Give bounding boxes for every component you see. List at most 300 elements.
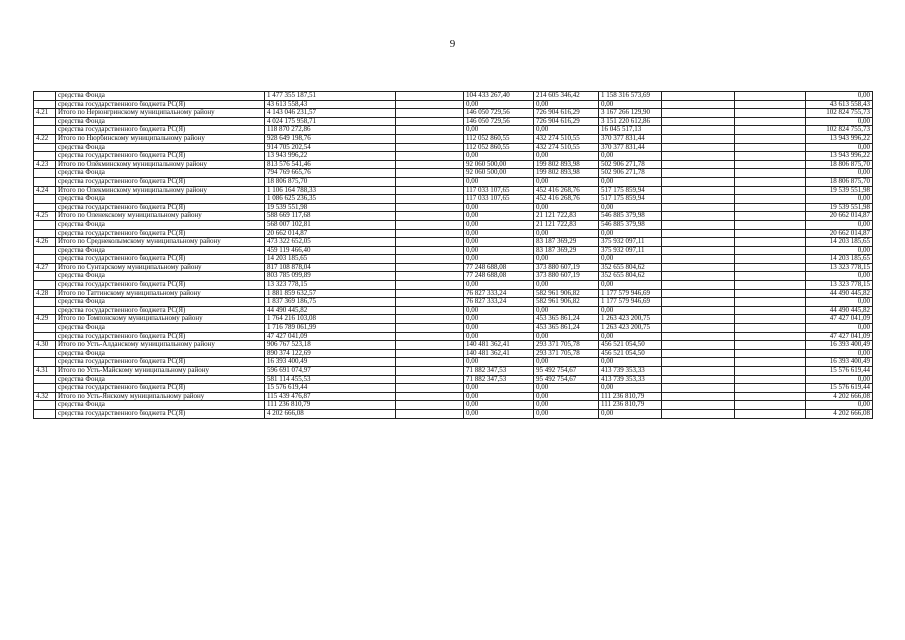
cell-v3: 0,00	[464, 332, 534, 341]
cell-name: средства государственного бюджета РС(Я)	[56, 358, 265, 367]
cell-v8: 43 613 558,43	[806, 100, 873, 109]
cell-v8: 15 576 619,44	[806, 367, 873, 376]
cell-v3: 0,00	[464, 315, 534, 324]
cell-v5: 413 739 353,33	[599, 367, 662, 376]
cell-v7	[735, 92, 806, 101]
cell-v1: 44 490 445,82	[265, 306, 396, 315]
table-row	[34, 203, 873, 212]
table-row	[34, 177, 873, 186]
table-row-total	[34, 263, 873, 272]
cell-v2	[396, 229, 464, 238]
cell-v6	[662, 212, 735, 221]
cell-v4: 726 904 616,29	[534, 109, 599, 118]
cell-v8: 44 490 445,82	[806, 289, 873, 298]
cell-name: Итого по Олёкминскому муниципальному району	[56, 160, 265, 169]
cell-v4: 0,00	[534, 332, 599, 341]
cell-v3: 77 248 688,08	[464, 263, 534, 272]
cell-v8: 0,00	[806, 92, 873, 101]
cell-no: 4.21	[34, 109, 56, 118]
cell-no	[34, 100, 56, 109]
cell-v2	[396, 281, 464, 290]
cell-v2	[396, 272, 464, 281]
cell-v7	[735, 401, 806, 410]
cell-v1: 568 007 102,81	[265, 220, 396, 229]
cell-v8: 0,00	[806, 298, 873, 307]
table-row	[34, 358, 873, 367]
cell-v5: 0,00	[599, 203, 662, 212]
table-row	[34, 100, 873, 109]
cell-v2	[396, 392, 464, 401]
cell-name: Итого по Томпонскому муниципальному району	[56, 315, 265, 324]
cell-v4: 432 274 510,55	[534, 143, 599, 152]
cell-v5: 502 906 271,78	[599, 169, 662, 178]
cell-v3: 76 827 333,24	[464, 298, 534, 307]
cell-v6	[662, 315, 735, 324]
page-number: 9	[449, 38, 456, 50]
cell-v5: 0,00	[599, 358, 662, 367]
cell-v2	[396, 246, 464, 255]
cell-v4: 0,00	[534, 126, 599, 135]
cell-v6	[662, 375, 735, 384]
table-row	[34, 272, 873, 281]
cell-name: средства Фонда	[56, 220, 265, 229]
cell-v2	[396, 298, 464, 307]
cell-v1: 47 427 041,09	[265, 332, 396, 341]
cell-v6	[662, 134, 735, 143]
cell-v5: 456 521 054,50	[599, 349, 662, 358]
cell-v3: 112 052 860,55	[464, 143, 534, 152]
cell-v5: 502 906 271,78	[599, 160, 662, 169]
cell-v8: 18 806 875,70	[806, 177, 873, 186]
cell-v5: 1 263 423 200,75	[599, 315, 662, 324]
cell-v7	[735, 229, 806, 238]
cell-v2	[396, 186, 464, 195]
cell-v3: 117 033 107,65	[464, 186, 534, 195]
cell-v7	[735, 169, 806, 178]
cell-name: Итого по Усть-Янскому муниципальному району	[56, 392, 265, 401]
cell-v5: 375 932 097,11	[599, 246, 662, 255]
cell-name: средства Фонда	[56, 401, 265, 410]
cell-v1: 803 785 099,89	[265, 272, 396, 281]
cell-v7	[735, 177, 806, 186]
cell-v8: 13 943 996,22	[806, 134, 873, 143]
cell-v3: 112 052 860,55	[464, 134, 534, 143]
cell-v4: 293 371 705,78	[534, 349, 599, 358]
cell-v2	[396, 203, 464, 212]
table-row	[34, 384, 873, 393]
cell-v8: 0,00	[806, 246, 873, 255]
cell-v4: 214 605 346,42	[534, 92, 599, 101]
cell-no	[34, 281, 56, 290]
cell-v5: 517 175 859,94	[599, 195, 662, 204]
cell-v5: 546 885 379,98	[599, 220, 662, 229]
cell-v6	[662, 289, 735, 298]
cell-v1: 19 539 551,98	[265, 203, 396, 212]
cell-v6	[662, 263, 735, 272]
cell-v1: 473 322 652,05	[265, 238, 396, 247]
cell-v5: 1 263 423 200,75	[599, 324, 662, 333]
cell-v8: 0,00	[806, 401, 873, 410]
table-row	[34, 298, 873, 307]
cell-v4: 373 880 607,19	[534, 263, 599, 272]
cell-name: средства государственного бюджета РС(Я)	[56, 384, 265, 393]
cell-name: Итого по Нюрбинскому муниципальному району	[56, 134, 265, 143]
cell-v6	[662, 169, 735, 178]
cell-v1: 1 086 625 236,35	[265, 195, 396, 204]
cell-name: средства Фонда	[56, 117, 265, 126]
cell-v5: 0,00	[599, 409, 662, 418]
cell-v5: 370 377 831,44	[599, 134, 662, 143]
table-row-total	[34, 289, 873, 298]
cell-v1: 817 108 878,04	[265, 263, 396, 272]
cell-no: 4.25	[34, 212, 56, 221]
cell-v7	[735, 263, 806, 272]
cell-name: средства государственного бюджета РС(Я)	[56, 332, 265, 341]
cell-v6	[662, 92, 735, 101]
cell-v8: 16 393 400,49	[806, 341, 873, 350]
cell-name: средства Фонда	[56, 324, 265, 333]
cell-no: 4.27	[34, 263, 56, 272]
cell-v8: 20 662 014,87	[806, 229, 873, 238]
table-row-total	[34, 212, 873, 221]
cell-v2	[396, 177, 464, 186]
cell-no	[34, 324, 56, 333]
cell-no	[34, 143, 56, 152]
cell-v2	[396, 109, 464, 118]
cell-name: средства государственного бюджета РС(Я)	[56, 100, 265, 109]
cell-v4: 0,00	[534, 358, 599, 367]
cell-name: средства государственного бюджета РС(Я)	[56, 306, 265, 315]
cell-v5: 16 045 517,13	[599, 126, 662, 135]
table-row-total	[34, 315, 873, 324]
cell-name: средства Фонда	[56, 272, 265, 281]
cell-v4: 0,00	[534, 229, 599, 238]
cell-v4: 453 365 861,24	[534, 315, 599, 324]
cell-name: средства Фонда	[56, 92, 265, 101]
cell-v3: 92 060 500,00	[464, 169, 534, 178]
cell-v7	[735, 298, 806, 307]
cell-v6	[662, 246, 735, 255]
cell-v6	[662, 392, 735, 401]
cell-v3: 0,00	[464, 229, 534, 238]
cell-name: средства государственного бюджета РС(Я)	[56, 177, 265, 186]
cell-v6	[662, 332, 735, 341]
table-row	[34, 117, 873, 126]
cell-v4: 582 961 906,82	[534, 289, 599, 298]
cell-v7	[735, 392, 806, 401]
cell-v6	[662, 220, 735, 229]
cell-v5: 0,00	[599, 177, 662, 186]
cell-v1: 1 881 859 632,57	[265, 289, 396, 298]
cell-v8: 4 202 666,08	[806, 409, 873, 418]
cell-v8: 18 806 875,70	[806, 160, 873, 169]
cell-no	[34, 255, 56, 264]
cell-v6	[662, 100, 735, 109]
cell-no	[34, 177, 56, 186]
cell-v8: 15 576 619,44	[806, 384, 873, 393]
cell-v3: 146 050 729,56	[464, 117, 534, 126]
cell-v1: 4 024 175 958,71	[265, 117, 396, 126]
cell-v2	[396, 212, 464, 221]
cell-v3: 71 882 347,53	[464, 367, 534, 376]
cell-v4: 0,00	[534, 409, 599, 418]
cell-v2	[396, 100, 464, 109]
cell-v7	[735, 315, 806, 324]
cell-v8: 14 203 185,65	[806, 238, 873, 247]
cell-v5: 370 377 831,44	[599, 143, 662, 152]
cell-v2	[396, 384, 464, 393]
cell-v8: 13 943 996,22	[806, 152, 873, 161]
cell-v2	[396, 255, 464, 264]
table-row	[34, 126, 873, 135]
cell-v2	[396, 117, 464, 126]
cell-v7	[735, 117, 806, 126]
cell-v3: 0,00	[464, 100, 534, 109]
cell-v6	[662, 306, 735, 315]
cell-v5: 3 151 220 612,86	[599, 117, 662, 126]
cell-v8: 19 539 551,98	[806, 186, 873, 195]
cell-v2	[396, 160, 464, 169]
cell-v3: 0,00	[464, 358, 534, 367]
cell-name: средства государственного бюджета РС(Я)	[56, 255, 265, 264]
cell-no	[34, 272, 56, 281]
cell-v5: 0,00	[599, 306, 662, 315]
cell-no	[34, 384, 56, 393]
cell-v7	[735, 341, 806, 350]
cell-v4: 0,00	[534, 401, 599, 410]
cell-v7	[735, 384, 806, 393]
cell-name: средства Фонда	[56, 298, 265, 307]
cell-v7	[735, 324, 806, 333]
cell-no: 4.28	[34, 289, 56, 298]
cell-v8: 0,00	[806, 143, 873, 152]
cell-v1: 14 203 185,65	[265, 255, 396, 264]
cell-v1: 1 716 789 061,99	[265, 324, 396, 333]
table-row-total	[34, 186, 873, 195]
cell-v7	[735, 306, 806, 315]
cell-v4: 21 121 722,83	[534, 220, 599, 229]
cell-v1: 588 669 117,68	[265, 212, 396, 221]
cell-v4: 582 961 906,82	[534, 298, 599, 307]
cell-v6	[662, 109, 735, 118]
cell-v7	[735, 220, 806, 229]
cell-v6	[662, 143, 735, 152]
cell-v1: 596 691 074,97	[265, 367, 396, 376]
cell-v5: 0,00	[599, 152, 662, 161]
cell-v6	[662, 238, 735, 247]
cell-v3: 0,00	[464, 152, 534, 161]
cell-v6	[662, 195, 735, 204]
cell-v7	[735, 375, 806, 384]
cell-v5: 3 167 266 129,90	[599, 109, 662, 118]
cell-v7	[735, 152, 806, 161]
cell-v7	[735, 238, 806, 247]
cell-no	[34, 169, 56, 178]
cell-name: средства Фонда	[56, 169, 265, 178]
cell-v2	[396, 238, 464, 247]
cell-v6	[662, 409, 735, 418]
cell-v4: 452 416 268,76	[534, 195, 599, 204]
cell-v3: 71 882 347,53	[464, 375, 534, 384]
cell-v1: 16 393 400,49	[265, 358, 396, 367]
cell-v7	[735, 281, 806, 290]
cell-v3: 117 033 107,65	[464, 195, 534, 204]
table-row-total	[34, 367, 873, 376]
cell-v3: 0,00	[464, 238, 534, 247]
cell-v8: 14 203 185,65	[806, 255, 873, 264]
cell-v8: 0,00	[806, 324, 873, 333]
cell-v4: 0,00	[534, 203, 599, 212]
table-row	[34, 375, 873, 384]
cell-v4: 452 416 268,76	[534, 186, 599, 195]
cell-v1: 18 806 875,70	[265, 177, 396, 186]
cell-v7	[735, 349, 806, 358]
cell-v8: 0,00	[806, 349, 873, 358]
cell-v3: 0,00	[464, 384, 534, 393]
cell-v3: 76 827 333,24	[464, 289, 534, 298]
cell-v5: 111 236 810,79	[599, 392, 662, 401]
cell-v1: 459 119 466,40	[265, 246, 396, 255]
cell-v7	[735, 367, 806, 376]
cell-v2	[396, 306, 464, 315]
cell-v7	[735, 358, 806, 367]
cell-v3: 0,00	[464, 401, 534, 410]
table-body	[34, 92, 873, 419]
cell-v7	[735, 100, 806, 109]
cell-v4: 0,00	[534, 384, 599, 393]
cell-name: Итого по Олекминскому муниципальному району	[56, 186, 265, 195]
table-row	[34, 281, 873, 290]
cell-name: Итого по Среднеколымскому муниципальному району	[56, 238, 265, 247]
cell-v3: 0,00	[464, 409, 534, 418]
table-row	[34, 332, 873, 341]
cell-v6	[662, 384, 735, 393]
cell-v3: 0,00	[464, 212, 534, 221]
cell-v1: 928 649 198,76	[265, 134, 396, 143]
cell-v5: 0,00	[599, 332, 662, 341]
cell-v2	[396, 349, 464, 358]
cell-no	[34, 298, 56, 307]
cell-no	[34, 220, 56, 229]
table-row	[34, 349, 873, 358]
cell-name: Итого по Таттинскому муниципальному району	[56, 289, 265, 298]
cell-v3: 146 050 729,56	[464, 109, 534, 118]
cell-v7	[735, 255, 806, 264]
table-row	[34, 92, 873, 101]
cell-v5: 0,00	[599, 281, 662, 290]
cell-v8: 0,00	[806, 272, 873, 281]
cell-v8: 4 202 666,08	[806, 392, 873, 401]
cell-v2	[396, 220, 464, 229]
cell-v5: 546 885 379,98	[599, 212, 662, 221]
cell-v5: 1 177 579 946,69	[599, 298, 662, 307]
cell-v3: 0,00	[464, 177, 534, 186]
table-row	[34, 220, 873, 229]
cell-no	[34, 126, 56, 135]
cell-v4: 95 492 754,67	[534, 367, 599, 376]
cell-name: средства Фонда	[56, 349, 265, 358]
cell-v3: 0,00	[464, 220, 534, 229]
cell-no: 4.22	[34, 134, 56, 143]
cell-no: 4.29	[34, 315, 56, 324]
cell-v6	[662, 349, 735, 358]
cell-v1: 4 143 046 231,57	[265, 109, 396, 118]
cell-v5: 517 175 859,94	[599, 186, 662, 195]
cell-v6	[662, 117, 735, 126]
cell-v3: 104 433 267,40	[464, 92, 534, 101]
cell-v8: 16 393 400,49	[806, 358, 873, 367]
cell-no	[34, 92, 56, 101]
cell-no	[34, 229, 56, 238]
cell-v4: 0,00	[534, 177, 599, 186]
cell-v2	[396, 152, 464, 161]
cell-v1: 43 613 558,43	[265, 100, 396, 109]
cell-no	[34, 401, 56, 410]
cell-no	[34, 409, 56, 418]
cell-v8: 0,00	[806, 169, 873, 178]
cell-v3: 0,00	[464, 392, 534, 401]
cell-name: средства государственного бюджета РС(Я)	[56, 203, 265, 212]
cell-v5: 0,00	[599, 229, 662, 238]
cell-v6	[662, 126, 735, 135]
cell-v3: 140 481 362,41	[464, 349, 534, 358]
cell-v1: 890 374 122,69	[265, 349, 396, 358]
cell-v4: 453 365 861,24	[534, 324, 599, 333]
cell-v1: 115 439 476,87	[265, 392, 396, 401]
cell-v6	[662, 272, 735, 281]
cell-no	[34, 332, 56, 341]
cell-v1: 4 202 666,08	[265, 409, 396, 418]
table-row-total	[34, 238, 873, 247]
cell-v4: 373 880 607,19	[534, 272, 599, 281]
cell-name: Итого по Оленекскому муниципальному району	[56, 212, 265, 221]
table-row	[34, 306, 873, 315]
table-row	[34, 401, 873, 410]
cell-v6	[662, 152, 735, 161]
cell-v1: 813 576 541,46	[265, 160, 396, 169]
cell-no	[34, 152, 56, 161]
cell-v7	[735, 212, 806, 221]
cell-no	[34, 306, 56, 315]
cell-no	[34, 375, 56, 384]
cell-no: 4.26	[34, 238, 56, 247]
cell-v7	[735, 109, 806, 118]
cell-v8: 0,00	[806, 220, 873, 229]
table-row-total	[34, 341, 873, 350]
cell-v1: 118 870 272,86	[265, 126, 396, 135]
cell-v7	[735, 126, 806, 135]
cell-v2	[396, 409, 464, 418]
table-row	[34, 143, 873, 152]
cell-v4: 0,00	[534, 152, 599, 161]
cell-v1: 15 576 619,44	[265, 384, 396, 393]
cell-no: 4.32	[34, 392, 56, 401]
cell-v4: 95 492 754,67	[534, 375, 599, 384]
cell-name: Итого по Сунтарскому муниципальному району	[56, 263, 265, 272]
table-row	[34, 195, 873, 204]
cell-v1: 1 837 369 186,75	[265, 298, 396, 307]
cell-v2	[396, 126, 464, 135]
table-row	[34, 324, 873, 333]
cell-no	[34, 246, 56, 255]
cell-v6	[662, 324, 735, 333]
cell-v2	[396, 315, 464, 324]
cell-v3: 0,00	[464, 324, 534, 333]
cell-no: 4.23	[34, 160, 56, 169]
cell-v1: 581 114 455,53	[265, 375, 396, 384]
cell-v5: 413 739 353,33	[599, 375, 662, 384]
cell-name: Итого по Усть-Майскому муниципальному району	[56, 367, 265, 376]
